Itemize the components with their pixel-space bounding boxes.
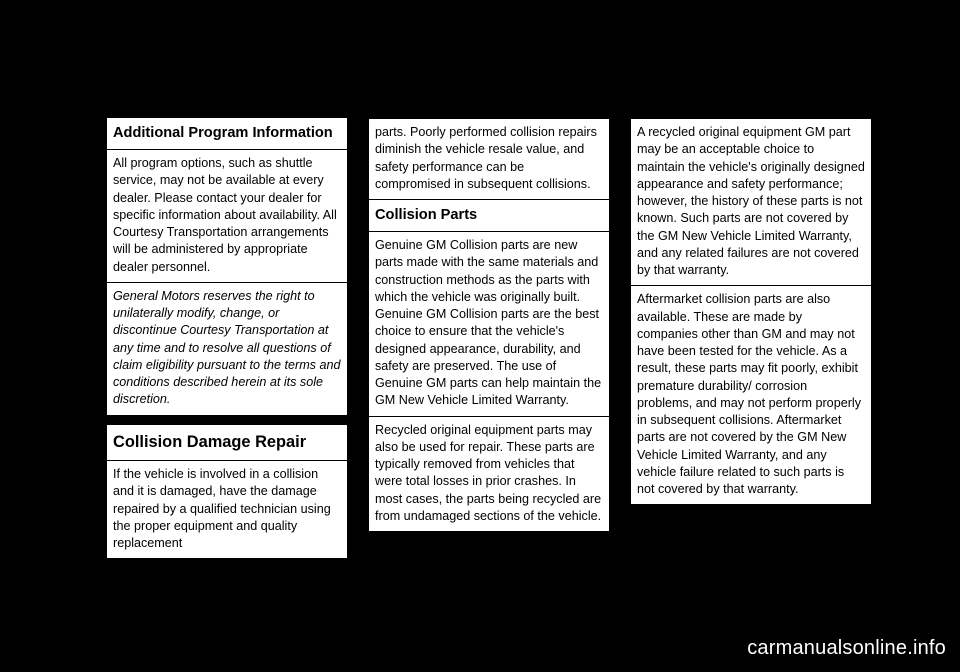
paragraph-collision-damage-repair: If the vehicle is involved in a collision and it is damaged, have the damage repaired by a qualified technician using the proper equipment and quality replacement <box>106 460 348 559</box>
heading-collision-damage-repair: Collision Damage Repair <box>106 424 348 462</box>
paragraph-gm-reserves-right: General Motors reserves the right to unilaterally modify, change, or discontinue Courtesy Transportation at any time and to resolve all questions of claim eligibility pursuant to the terms and conditions described herein at its sole discretion. <box>106 282 348 416</box>
paragraph-recycled-parts-warranty: A recycled original equipment GM part may be an acceptable choice to maintain the vehicle's originally designed appearance and safety performance; however, the history of these parts is not known. Such parts are not covered by the GM New Vehicle Limited Warranty, and any related failures are not covered by that warranty. <box>630 118 872 286</box>
column-1 <box>106 118 348 559</box>
heading-collision-parts: Collision Parts <box>368 199 610 232</box>
paragraph-parts-continued: parts. Poorly performed collision repairs diminish the vehicle resale value, and safety performance can be compromised in subsequent collisions. <box>368 118 610 200</box>
watermark-text: carmanualsonline.info <box>747 637 946 659</box>
paragraph-recycled-original-equipment-parts: Recycled original equipment parts may also be used for repair. These parts are typically removed from vehicles that were total losses in prior crashes. In most cases, the parts being recycled are from undamaged sections of the vehicle. <box>368 416 610 533</box>
heading-additional-program-information: Additional Program Information <box>106 117 348 150</box>
paragraph-program-options: All program options, such as shuttle service, may not be available at every dealer. Please contact your dealer for specific information about availability. All Courtesy Transportation arrangements will be administered by appropriate dealer personnel. <box>106 149 348 283</box>
column-3 <box>630 118 872 505</box>
page-columns <box>106 118 874 559</box>
paragraph-aftermarket-collision-parts: Aftermarket collision parts are also available. These are made by companies other than GM and may not have been tested for the vehicle. As a result, these parts may fit poorly, exhibit premature durability/ corrosion problems, and may not perform properly in subsequent collisions. Aftermarket parts are not covered by the GM New Vehicle Limited Warranty, and any vehicle failure related to such parts is not covered by that warranty. <box>630 285 872 505</box>
paragraph-genuine-gm-collision-parts: Genuine GM Collision parts are new parts made with the same materials and construction methods as the parts with which the vehicle was originally built. Genuine GM Collision parts are the best choice to ensure that the vehicle's designed appearance, durability, and safety are preserved. The use of Genuine GM parts can help maintain the GM New Vehicle Limited Warranty. <box>368 231 610 417</box>
column-2 <box>368 118 610 532</box>
